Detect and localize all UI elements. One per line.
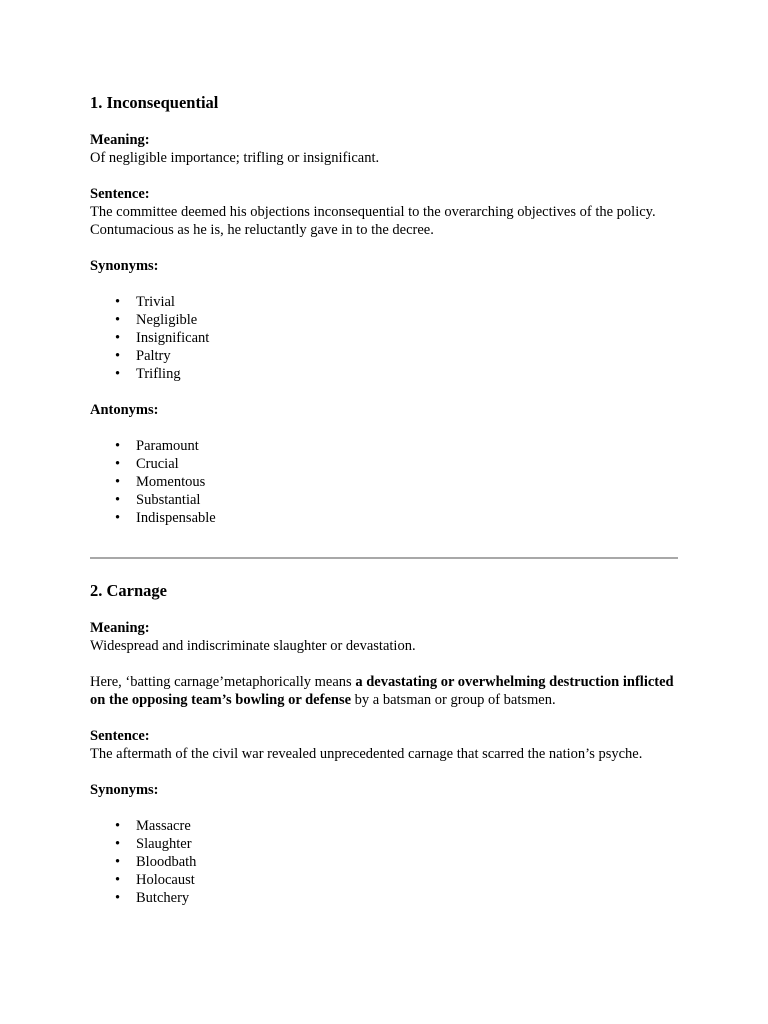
list-item: • Holocaust xyxy=(115,872,195,888)
list-item: • Substantial xyxy=(115,492,201,508)
document-page xyxy=(90,93,680,925)
bullet-icon: • xyxy=(115,872,121,888)
meaning-label: Meaning: xyxy=(90,132,150,148)
entry-heading: 2. Carnage xyxy=(90,581,167,600)
bullet-icon: • xyxy=(115,492,121,508)
metaphor-note-emphasis: a devastating or overwhelming destruction inflicted on the opposing team’s bowling or defense xyxy=(90,674,674,708)
list-item: • Slaughter xyxy=(115,836,192,852)
meaning-label: Meaning: xyxy=(90,620,150,636)
bullet-icon: • xyxy=(115,474,121,490)
entry-heading: 1. Inconsequential xyxy=(90,93,219,112)
bullet-icon: • xyxy=(115,330,121,346)
bullet-icon: • xyxy=(115,836,121,852)
bullet-icon: • xyxy=(115,348,121,364)
meaning-text: Of negligible importance; trifling or insignificant. xyxy=(90,150,380,166)
sentence-block xyxy=(90,185,680,239)
entry-inconsequential xyxy=(90,93,680,527)
synonyms-list xyxy=(90,817,680,907)
antonyms-label: Antonyms: xyxy=(90,402,159,418)
sentence-text: The aftermath of the civil war revealed unprecedented carnage that scarred the nation’s psyche. xyxy=(90,746,643,762)
bullet-icon: • xyxy=(115,312,121,328)
bullet-icon: • xyxy=(115,854,121,870)
list-item: • Indispensable xyxy=(115,510,216,526)
bullet-icon: • xyxy=(115,438,121,454)
antonyms-list xyxy=(90,437,680,527)
list-item: • Momentous xyxy=(115,474,206,490)
sentence-block xyxy=(90,727,680,763)
entry-carnage xyxy=(90,581,680,907)
sentence-label: Sentence: xyxy=(90,186,150,202)
list-item: • Insignificant xyxy=(115,330,210,346)
meaning-block xyxy=(90,131,680,167)
list-item: • Negligible xyxy=(115,312,198,328)
sentence-label: Sentence: xyxy=(90,728,150,744)
bullet-icon: • xyxy=(115,294,121,310)
sentence-text: The committee deemed his objections inconsequential to the overarching objectives of the policy. Contumacious as he is, he reluctantly gave in to the decree. xyxy=(90,204,656,238)
section-divider xyxy=(90,557,678,559)
list-item: • Crucial xyxy=(115,456,179,472)
list-item: • Massacre xyxy=(115,818,191,834)
list-item: • Trifling xyxy=(115,366,181,382)
meaning-text: Widespread and indiscriminate slaughter or devastation. xyxy=(90,638,416,654)
bullet-icon: • xyxy=(115,510,121,526)
synonyms-label: Synonyms: xyxy=(90,782,159,798)
synonyms-list xyxy=(90,293,680,383)
meaning-block xyxy=(90,619,680,655)
list-item: • Paltry xyxy=(115,348,171,364)
metaphor-note: Here, ‘batting carnage’metaphorically means a devastating or overwhelming destruction inflicted on the opposing team’s bowling or defense by a batsman or group of batsmen. xyxy=(90,674,674,708)
synonyms-label: Synonyms: xyxy=(90,258,159,274)
list-item: • Trivial xyxy=(115,294,175,310)
list-item: • Butchery xyxy=(115,890,190,906)
bullet-icon: • xyxy=(115,456,121,472)
list-item: • Paramount xyxy=(115,438,199,454)
bullet-icon: • xyxy=(115,818,121,834)
list-item: • Bloodbath xyxy=(115,854,197,870)
bullet-icon: • xyxy=(115,366,121,382)
bullet-icon: • xyxy=(115,890,121,906)
